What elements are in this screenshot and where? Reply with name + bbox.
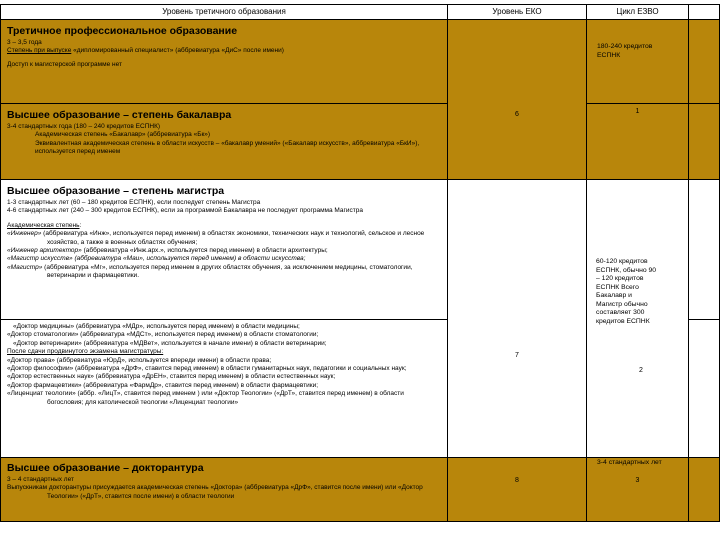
row-doctorate-ezvo-cell xyxy=(586,457,689,522)
eko-level-8: 8 xyxy=(515,477,519,484)
row-master-academic-label-text: Академическая степень xyxy=(7,221,80,229)
row-doctorate-title: Высшее образование – докторантура xyxy=(7,462,204,474)
row-master-item-arts: «Магистр искусств» (аббревиатура «Маи», используется перед именем) в области искусства; xyxy=(7,255,306,263)
row-master-item-magister-text: (аббревиатура «Мг», используется перед именем в других областях обучения, за исключением медицины, стоматологии, ветеринарии и фармацевтики. xyxy=(42,263,413,280)
row-doctorate-description xyxy=(0,457,448,522)
row-master-academic-colon: : xyxy=(79,221,82,229)
row-bachelor-arts-degree: Эквивалентная академическая степень в области искусств – «бакалавр умений» («Бакалавр искусств», аббревиатура «БкИ»), используется перед именем xyxy=(35,139,420,156)
row-doctorate-duration: 3 – 4 стандартных лет xyxy=(7,476,74,483)
eko-level-6: 6 xyxy=(515,111,519,118)
row-master-item-magister xyxy=(7,264,441,281)
row-tertiary-title: Третичное профессиональное образование xyxy=(7,25,238,37)
row-bachelor-duration: 3-4 стандартных года (180 – 240 кредитов ЕСПНК) xyxy=(7,123,161,130)
row-doctors-description xyxy=(0,319,448,458)
doctor-law: «Доктор права» (аббревиатура «ЮрД», используется впереди имени) в области права; xyxy=(7,356,272,364)
cycle-3: 3 xyxy=(635,477,640,484)
row-tertiary-credits: 180-240 кредитов ЕСПНК xyxy=(597,43,653,59)
row-master-duration-2: 4-6 стандартных лет (240 – 300 кредитов ЕСПНК), если за программой Бакалавра не последует программа Магистра xyxy=(7,207,363,215)
row-master-item-magister-name: «Магистр» xyxy=(7,263,43,271)
row-bachelor-degree: Академическая степень «Бакалавр» (аббревиатура «Бк») xyxy=(35,131,211,139)
row-master-credits: 60-120 кредитов ЕСПНК, обычно 90 – 120 кредитов ЕСПНК Всего Бакалавр и Магистр обычно составляет 300 кредитов ЕСПНК xyxy=(596,258,657,325)
row-master-description xyxy=(0,179,448,320)
row-doctorate-degree: Выпускникам докторантуры присуждается академическая степень «Доктора» (аббревиатура «ДрФ», ставится после имени) или «Доктор Теологии» («ДрТ», ставится после имени) в области теологии xyxy=(7,484,423,500)
doctor-medicine: «Доктор медицины» (аббревиатура «МДр», используется перед именем) в области медицины; xyxy=(13,323,300,330)
eko-level-7: 7 xyxy=(515,352,519,359)
row-master-item-engineer xyxy=(7,230,441,247)
header-col-ezvo: Цикл ЕЗВО xyxy=(586,4,689,20)
ezvo-cell-master xyxy=(586,179,689,458)
header-col-eko: Уровень ЕКО xyxy=(447,4,587,20)
row-master-item-architect-name: «Инженер архитектор» xyxy=(7,247,82,255)
eko-cell-tertiary-bachelor xyxy=(447,19,587,180)
row-master-duration-1: 1-3 стандартных лет (60 – 180 кредитов ЕСПНК), если последует степень Магистра xyxy=(7,199,261,206)
row-bachelor-title: Высшее образование – степень бакалавра xyxy=(7,109,232,121)
row-master-item-engineer-text: (аббревиатура «Инж», используется перед именем) в областях экономики, технических наук и технологий, сельское и лесное хозяйство, а также в военных областях обучения; xyxy=(41,230,425,246)
row-tertiary-degree-text: «дипломированный специалист» (аббревиатура «ДиС» после имени) xyxy=(71,47,284,55)
doctor-pharmacy: «Доктор фармацевтики» (аббревиатура «ФармДр», ставится перед именем) в области фармацевтики; xyxy=(7,381,319,389)
row-tertiary-degree-label: Степень при выпуске xyxy=(7,47,72,55)
row-tertiary-description xyxy=(0,19,448,104)
row-tertiary-ezvo-cell xyxy=(586,19,689,104)
row-tertiary-extra-cell xyxy=(688,19,720,104)
doctor-veterinary: «Доктор ветеринарии» (аббревиатура «МДВет», используется в начале имени) в области ветеринарии; xyxy=(13,339,327,347)
row-doctorate-years: 3-4 стандартных лет xyxy=(597,459,662,466)
doctor-philosophy: «Доктор философии» (аббревиатура «ДрФ», ставится перед именем) в области гуманитарных наук, педагогики и социальных наук; xyxy=(7,365,407,373)
row-bachelor-description xyxy=(0,103,448,180)
row-tertiary-duration: 3 – 3,5 года xyxy=(7,39,42,46)
row-bachelor-ezvo-cell xyxy=(586,103,689,180)
row-doctorate-extra-cell xyxy=(688,457,720,522)
header-extra-cell xyxy=(688,4,720,20)
row-doctorate-eko-cell xyxy=(447,457,587,522)
doctor-dentistry: «Доктор стоматологии» (аббревиатура «МДСт», используется перед именем) в области стоматологии; xyxy=(7,331,319,339)
header-col-level: Уровень третичного образования xyxy=(0,4,448,20)
row-master-item-engineer-name: «Инженер» xyxy=(7,230,42,238)
doctor-natural-sciences: «Доктор естественных наук» (аббревиатура «ДрЕН», ставится перед именем) в области естественных наук; xyxy=(7,373,336,381)
cycle-2: 2 xyxy=(639,367,643,374)
row-tertiary-access: Доступ к магистерской программе нет xyxy=(7,60,122,68)
cycle-1: 1 xyxy=(635,108,640,115)
advanced-exam-label: После сдачи продвинутого экзамена магистратуры: xyxy=(7,348,164,356)
row-master-item-architect-text: (аббревиатура «Инж.арх.», используется перед именем) в области архитектуры; xyxy=(81,247,328,255)
eko-cell-master xyxy=(447,179,587,458)
row-tertiary-degree xyxy=(7,47,441,55)
licentiate-theology: «Лиценциат теологии» (аббр. «ЛицТ», ставится перед именем ) или «Доктор Теологии» («ДрТ», ставится перед именем) в области богословия; для католической теологии «Лиценциат теологии» xyxy=(7,390,404,406)
row-bachelor-extra-cell xyxy=(688,103,720,180)
row-master-extra-cell xyxy=(688,179,720,320)
row-doctors-extra-cell xyxy=(688,319,720,458)
row-master-title: Высшее образование – степень магистра xyxy=(7,185,225,197)
row-master-academic-label xyxy=(7,222,441,230)
